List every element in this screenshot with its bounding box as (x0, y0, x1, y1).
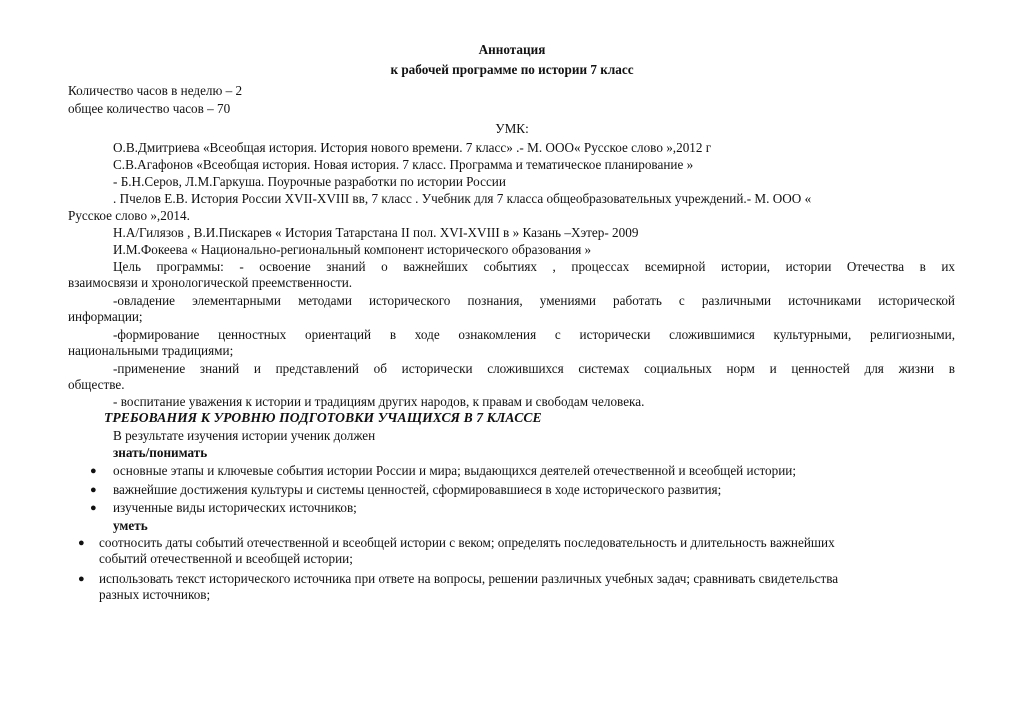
know-item: важнейшие достижения культуры и системы ценностей, сформировавшиеся в ходе исторического развития; (113, 482, 722, 497)
umk-item: О.В.Дмитриева «Всеобщая история. История нового времени. 7 класс» .- М. ООО« Русское слово »,2012 г (113, 140, 712, 155)
umk-heading: УМК: (495, 121, 529, 136)
know-item: изученные виды исторических источников; (113, 500, 357, 515)
umk-item: Русское слово »,2014. (68, 208, 190, 223)
umk-item: . Пчелов Е.В. История России XVII-XVIII вв, 7 класс . Учебник для 7 класса общеобразовательных учреждений.- М. ООО « (113, 191, 812, 206)
requirements-heading: ТРЕБОВАНИЯ К УРОВНЮ ПОДГОТОВКИ УЧАЩИХСЯ В 7 КЛАССЕ (104, 410, 542, 425)
page-subtitle: к рабочей программе по истории 7 класс (390, 62, 634, 77)
goal-line: -применение знаний и представлений об исторически сложившихся системах социальных норм и ценностей для жизни в (113, 361, 955, 376)
can-item: разных источников; (99, 587, 211, 602)
goal-line: - воспитание уважения к истории и традициям других народов, к правам и свободам человека. (113, 394, 645, 409)
can-item: соотносить даты событий отечественной и всеобщей истории с веком; определять последовательность и длительность важнейших (99, 535, 835, 550)
goal-line: информации; (68, 309, 143, 324)
can-item: событий отечественной и всеобщей истории; (99, 551, 353, 566)
bullet-icon: ● (78, 573, 85, 585)
umk-item: - Б.Н.Серов, Л.М.Гаркуша. Поурочные разработки по истории России (113, 174, 506, 189)
goal-line: -овладение элементарными методами исторического познания, умениями работать с различными источниками исторической (113, 293, 955, 308)
goal-line: -формирование ценностных ориентаций в ходе ознакомления с исторически сложившимися культурными, религиозными, (113, 327, 955, 342)
hours-total: общее количество часов – 70 (68, 101, 231, 116)
bullet-icon: ● (78, 537, 85, 549)
know-item: основные этапы и ключевые события истории России и мира; выдающихся деятелей отечественной и всеобщей истории; (113, 463, 797, 478)
goal-line: национальными традициями; (68, 343, 234, 358)
hours-per-week: Количество часов в неделю – 2 (68, 83, 243, 98)
umk-item: И.М.Фокеева « Национально-региональный компонент исторического образования » (113, 242, 592, 257)
bullet-icon: ● (90, 502, 97, 514)
page-title: Аннотация (478, 42, 546, 57)
know-heading: знать/понимать (113, 445, 208, 460)
goal-line: Цель программы: - освоение знаний о важнейших событиях , процессах всемирной истории, истории Отечества в их (113, 259, 955, 274)
can-heading: уметь (113, 518, 148, 533)
goal-line: взаимосвязи и хронологической преемственности. (68, 275, 353, 290)
goal-line: обществе. (68, 377, 125, 392)
bullet-icon: ● (90, 484, 97, 496)
requirements-intro: В результате изучения истории ученик должен (113, 428, 376, 443)
can-item: использовать текст исторического источника при ответе на вопросы, решении различных учебных задач; сравнивать свидетельства (99, 571, 839, 586)
umk-item: Н.А/Гилязов , В.И.Пискарев « История Татарстана II пол. XVI-XVIII в » Казань –Хэтер- 2009 (113, 225, 639, 240)
umk-item: С.В.Агафонов «Всеобщая история. Новая история. 7 класс. Программа и тематическое планирование » (113, 157, 694, 172)
bullet-icon: ● (90, 465, 97, 477)
